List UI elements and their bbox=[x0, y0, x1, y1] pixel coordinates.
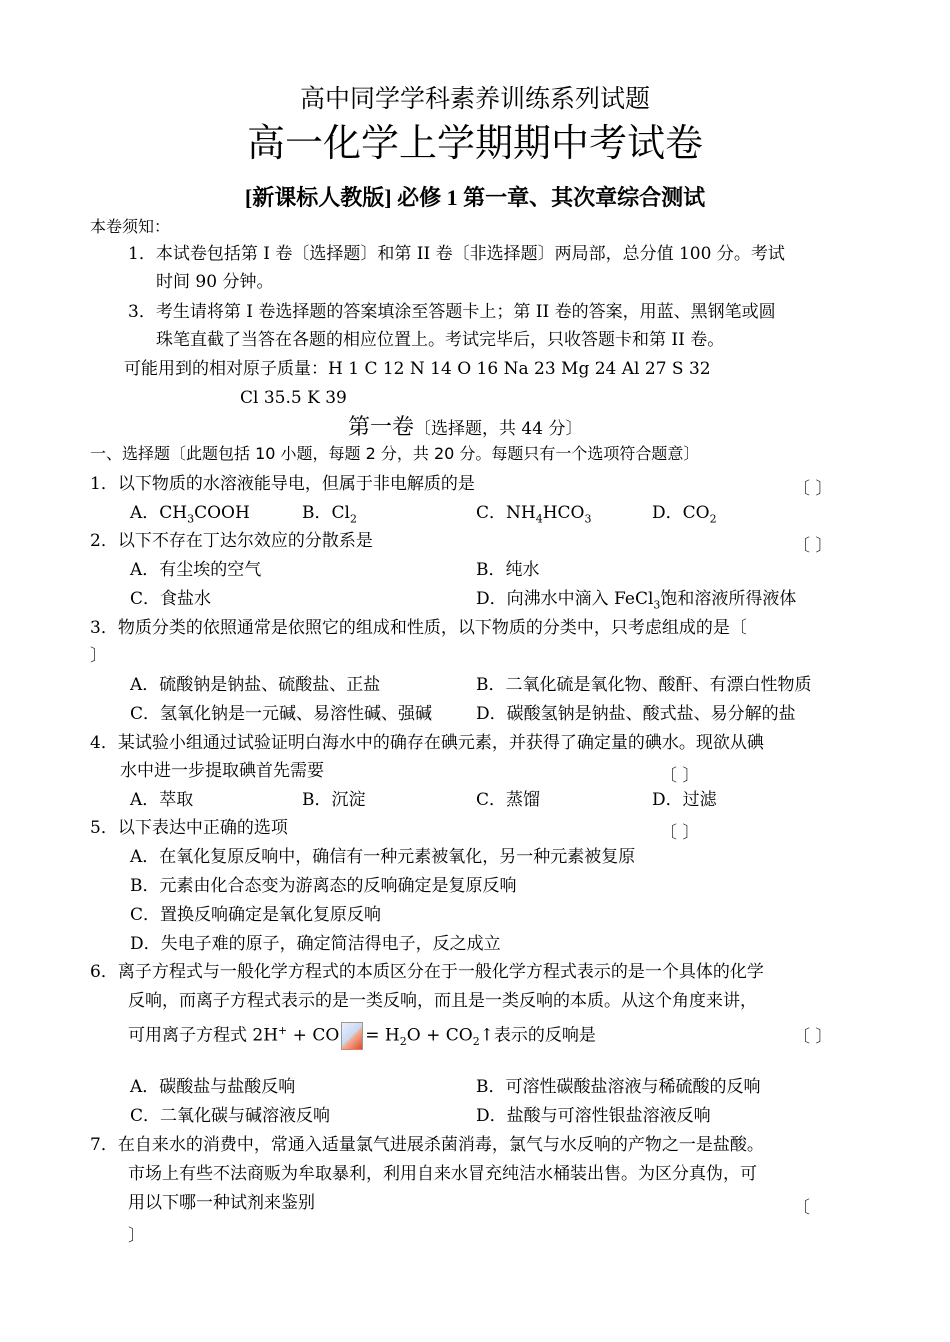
question-1-stem: 1．以下物质的水溶液能导电，但属于非电解质的是 bbox=[90, 474, 475, 494]
q1-option-c: C．$NH_4HCO_3$ bbox=[476, 503, 592, 526]
question-7-stem-cont: 市场上有些不法商贩为牟取暴利，利用自来水冒充纯洁水桶装出售。为区分真伪，可 bbox=[128, 1164, 757, 1184]
q5-option-c: C．置换反响确定是氧化复原反响 bbox=[130, 905, 382, 925]
q5-option-b: B．元素由化合态变为游离态的反响确定是复原反响 bbox=[130, 876, 517, 896]
answer-paren-q7-open: 〔 bbox=[793, 1198, 810, 1218]
q6-option-c: C．二氧化碳与碱溶液反响 bbox=[130, 1106, 331, 1126]
question-3-stem: 3．物质分类的依照通常是依照它的组成和性质，以下物质的分类中，只考虑组成的是〔 bbox=[90, 618, 747, 638]
q1-option-b: B．$Cl_2$ bbox=[302, 503, 357, 526]
q3-option-d: D．碳酸氢钠是钠盐、酸式盐、易分解的盐 bbox=[476, 704, 796, 724]
atomic-mass-line: 可能用到的相对原子质量：H 1 C 12 N 14 O 16 Na 23 Mg 24 Al 27 S 32 bbox=[124, 359, 711, 379]
q4-option-c: C．蒸馏 bbox=[476, 790, 541, 810]
exam-subtitle: [新课标人教版] 必修 1 第一章、其次章综合测试 bbox=[244, 185, 706, 210]
q3-option-c: C．氢氧化钠是一元碱、易溶性碱、强碱 bbox=[130, 704, 433, 724]
question-7-stem: 7．在自来水的消费中，常通入适量氯气进展杀菌消毒，氯气与水反响的产物之一是盐酸。 bbox=[90, 1135, 764, 1155]
section-title-main: 第一卷 bbox=[348, 415, 415, 440]
q1-option-a: A．$CH_3COOH$ bbox=[130, 503, 250, 526]
answer-paren-q5: 〔 〕 bbox=[660, 823, 700, 843]
question-4-stem-cont: 水中进一步提取碘首先需要 bbox=[120, 761, 324, 781]
part-one-heading: 一、选择题〔此题包括 10 小题，每题 2 分，共 20 分。每题只有一个选项符合题意〕 bbox=[90, 444, 700, 463]
question-2-stem: 2．以下不存在丁达尔效应的分散系是 bbox=[90, 531, 373, 551]
q6-option-d: D．盐酸与可溶性银盐溶液反响 bbox=[476, 1106, 711, 1126]
answer-paren-q7-close: 〕 bbox=[128, 1226, 145, 1246]
notice-item-1-cont: 时间 90 分钟。 bbox=[156, 272, 274, 292]
notice-item-1: 1．本试卷包括第 I 卷〔选择题〕和第 II 卷〔非选择题〕两局部，总分值 100 分。考试 bbox=[128, 244, 785, 264]
q2-option-a: A．有尘埃的空气 bbox=[130, 560, 262, 580]
q6-option-a: A．碳酸盐与盐酸反响 bbox=[130, 1077, 296, 1097]
question-5-stem: 5．以下表达中正确的选项 bbox=[90, 818, 288, 838]
answer-paren-q2: 〔 〕 bbox=[793, 536, 833, 556]
notice-item-3: 3．考生请将第 I 卷选择题的答案填涂至答题卡上；第 II 卷的答案，用蓝、黑钢笔或圆 bbox=[128, 302, 776, 322]
atomic-mass-line-2: Cl 35.5 K 39 bbox=[240, 388, 347, 408]
q4-option-a: A．萃取 bbox=[130, 790, 194, 810]
answer-paren-q1: 〔 〕 bbox=[793, 479, 833, 499]
section-title bbox=[348, 414, 582, 443]
notice-item-3-cont: 珠笔直截了当答在各题的相应位置上。考试完毕后，只收答题卡和第 II 卷。 bbox=[156, 330, 725, 350]
q6-ionic-equation: 可用离子方程式 2H+ + CO = $H_2O$ + $CO_2↑$表示的反响是 bbox=[128, 1022, 596, 1050]
q4-option-d: D．过滤 bbox=[652, 790, 717, 810]
answer-paren-q4: 〔 〕 bbox=[660, 766, 700, 786]
section-title-note: 〔选择题，共 44 分〕 bbox=[414, 419, 583, 439]
q5-option-a: A．在氧化复原反响中，确信有一种元素被氧化，另一种元素被复原 bbox=[130, 847, 636, 867]
question-6-stem-cont: 反响，而离子方程式表示的是一类反响，而且是一类反响的本质。从这个角度来讲， bbox=[128, 991, 757, 1011]
q6-option-b: B．可溶性碳酸盐溶液与稀硫酸的反响 bbox=[476, 1077, 761, 1097]
q5-option-d: D．失电子难的原子，确定简洁得电子，反之成立 bbox=[130, 934, 501, 954]
question-7-stem-cont-2: 用以下哪一种试剂来鉴别 bbox=[128, 1193, 315, 1213]
q2-option-b: B．纯水 bbox=[476, 560, 540, 580]
series-title: 高中同学学科素养训练系列试题 bbox=[299, 84, 650, 113]
question-3-stem-cont: 〕 bbox=[90, 646, 107, 666]
q1-option-d: D．$CO_2$ bbox=[652, 503, 717, 526]
missing-image-icon bbox=[341, 1022, 363, 1050]
answer-paren-q6: 〔 〕 bbox=[793, 1027, 833, 1047]
notice-heading: 本卷须知： bbox=[90, 217, 171, 236]
q4-option-b: B．沉淀 bbox=[302, 790, 366, 810]
q2-option-d: D．向沸水中滴入 FeCl$_3$饱和溶液所得液体 bbox=[476, 589, 797, 612]
question-4-stem: 4．某试验小组通过试验证明白海水中的确存在碘元素，并获得了确定量的碘水。现欲从碘 bbox=[90, 733, 764, 753]
question-6-stem: 6．离子方程式与一般化学方程式的本质区分在于一般化学方程式表示的是一个具体的化学 bbox=[90, 962, 764, 982]
q2-option-c: C．食盐水 bbox=[130, 589, 212, 609]
q3-option-b: B．二氧化硫是氧化物、酸酐、有漂白性物质 bbox=[476, 675, 812, 695]
exam-title: 高一化学上学期期中考试卷 bbox=[246, 121, 703, 165]
q3-option-a: A．硫酸钠是钠盐、硫酸盐、正盐 bbox=[130, 675, 381, 695]
